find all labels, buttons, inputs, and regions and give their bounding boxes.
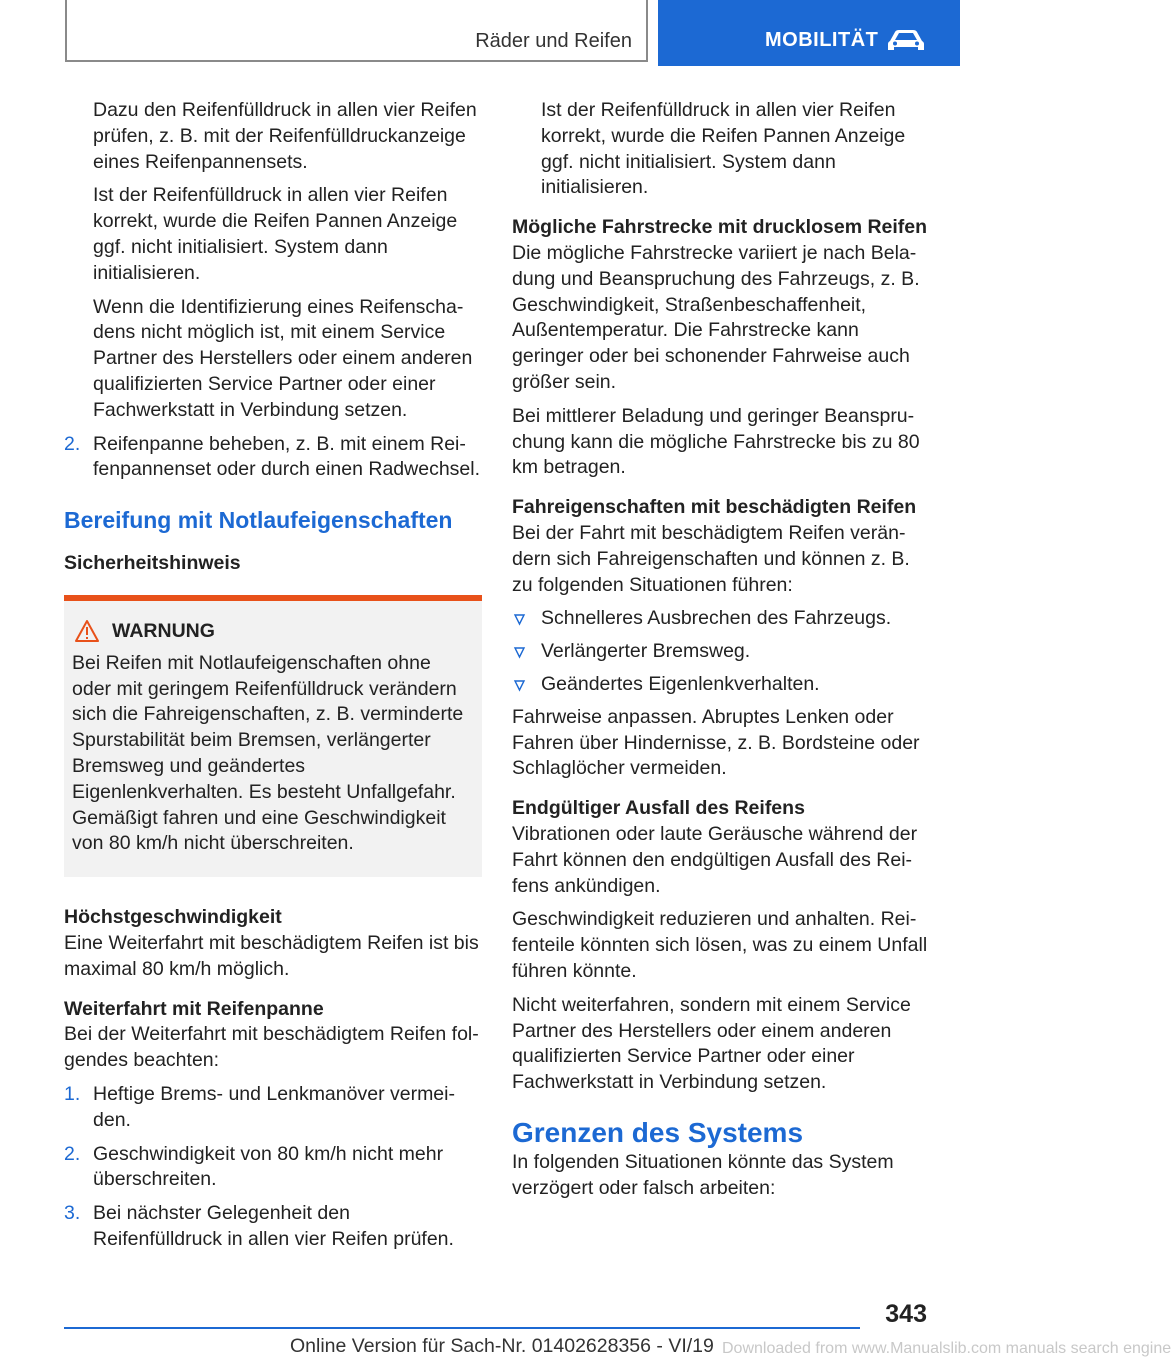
list-item: [64, 1082, 482, 1134]
bullet-item: [512, 672, 928, 698]
bullet-text: Schnelleres Ausbrechen des Fahrzeugs.: [541, 607, 892, 630]
paragraph: Geschwindigkeit reduzieren und anhalten. Reifenteile könnten sich lösen, was zu einem Unfall führen könnte.: [512, 908, 928, 982]
right-column: [512, 98, 928, 1209]
warning-triangle-icon: [74, 619, 100, 643]
left-column: [64, 98, 482, 1261]
section-title: Räder und Reifen: [475, 30, 632, 52]
list-item: [64, 1201, 482, 1253]
list-number: 2.: [64, 432, 81, 455]
bullet-item: [512, 639, 928, 665]
page-number: 343: [885, 1300, 927, 1328]
subheading: Endgültiger Ausfall des Reifens: [512, 797, 805, 820]
triangle-bullet-icon: [514, 647, 525, 658]
paragraph: Ist der Reifenfülldruck in allen vier Reifen korrekt, wurde die Reifen Pannen Anzeige ggf. nicht initialisiert. System dann initialisieren.: [541, 99, 906, 199]
list-item: [64, 432, 482, 484]
subheading: Sicherheitshinweis: [64, 552, 241, 575]
list-number: 1.: [64, 1082, 81, 1105]
chapter-tab: [658, 0, 960, 66]
section-tab: [65, 0, 648, 62]
list-item-text: Reifenpanne beheben, z. B. mit einem Reifenpannenset oder durch einen Radwechsel.: [93, 432, 481, 481]
list-item-text: Heftige Brems- und Lenkmanöver vermeiden.: [93, 1082, 455, 1131]
watermark: Downloaded from www.Manualslib.com manuals search engine: [722, 1340, 1171, 1357]
paragraph: Die mögliche Fahrstrecke variiert je nach Beladung und Beanspruchung des Fahrzeugs, z. B. Geschwindigkeit, Straßenbeschaffenheit, Außentemperatur. Die Fahrstrecke kann geringer oder bei schonender Fahrweise auch größer sein.: [512, 241, 920, 393]
paragraph: Nicht weiterfahren, sondern mit einem Service Partner des Herstellers oder einem anderen qualifizierten Service Partner oder einer Fachwerkstatt in Verbindung setzen.: [512, 993, 911, 1094]
paragraph: Ist der Reifenfülldruck in allen vier Reifen korrekt, wurde die Reifen Pannen Anzeige ggf. nicht initialisiert. System dann initialisieren.: [93, 184, 458, 284]
footer-divider: [64, 1327, 860, 1329]
warning-title: WARNUNG: [112, 619, 215, 642]
car-icon: [886, 28, 926, 54]
section-heading: Bereifung mit Notlaufeigenschaften: [64, 507, 453, 534]
list-number: 3.: [64, 1202, 81, 1225]
paragraph: In folgenden Situationen könnte das System verzögert oder falsch arbeiten:: [512, 1150, 894, 1199]
triangle-bullet-icon: [514, 680, 525, 691]
online-version-note: Online Version für Sach-Nr. 01402628356 - VI/19: [290, 1335, 714, 1357]
list-item: [64, 1142, 482, 1194]
subheading: Fahreigenschaften mit beschädigten Reifen: [512, 496, 917, 519]
triangle-bullet-icon: [514, 614, 525, 625]
paragraph: Bei mittlerer Beladung und geringer Beanspruchung kann die mögliche Fahrstrecke bis zu 80 km betragen.: [512, 404, 920, 479]
paragraph: Eine Weiterfahrt mit beschädigtem Reifen ist bis maximal 80 km/h möglich.: [64, 931, 479, 980]
chapter-title: MOBILITÄT: [765, 29, 879, 51]
subheading: Weiterfahrt mit Reifenpanne: [64, 997, 324, 1020]
paragraph: Dazu den Reifenfülldruck in allen vier Reifen prüfen, z. B. mit der Reifenfülldruckanzeige eines Reifenpannensets.: [93, 99, 477, 173]
paragraph: Bei der Fahrt mit beschädigtem Reifen verändern sich Fahreigenschaften und können z. B. zu folgenden Situationen führen:: [512, 521, 910, 596]
page-header: [0, 0, 960, 66]
bullet-text: Verlängerter Bremsweg.: [541, 640, 751, 663]
list-item-text: Bei nächster Gelegenheit den Reifenfülldruck in allen vier Reifen prüfen.: [93, 1202, 454, 1250]
bullet-text: Geändertes Eigenlenkverhalten.: [541, 672, 820, 695]
subheading: Mögliche Fahrstrecke mit drucklosem Reifen: [512, 216, 928, 239]
subheading: Höchstgeschwindigkeit: [64, 906, 282, 929]
paragraph: Fahrweise anpassen. Abruptes Lenken oder Fahren über Hindernisse, z. B. Bordsteine oder Schlaglöcher vermeiden.: [512, 705, 920, 780]
paragraph: Wenn die Identifizierung eines Reifenschadens nicht möglich ist, mit einem Service Partner des Herstellers oder einem anderen qualifizierten Service Partner oder einer Fachwerkstatt in Verbindung setzen.: [93, 295, 473, 421]
bullet-item: [512, 606, 928, 632]
warning-box: [64, 595, 482, 877]
warning-title-row: [72, 619, 474, 645]
section-heading: Grenzen des Systems: [512, 1116, 804, 1148]
paragraph: Vibrationen oder laute Geräusche während der Fahrt können den endgültigen Ausfall des Reifens ankündigen.: [512, 822, 918, 897]
warning-body: Bei Reifen mit Notlaufeigenschaften ohne oder mit geringem Reifenfülldruck verändern sich die Fahreigenschaften, z. B. verminderte Spurstabilität beim Bremsen, verlängerter Bremsweg und geändertes Eigenlenkverhalten. Es besteht Unfallgefahr. Gemäßigt fahren und eine Geschwindigkeit von 80 km/h nicht überschreiten.: [72, 651, 464, 855]
list-item-text: Geschwindigkeit von 80 km/h nicht mehr überschreiten.: [93, 1142, 444, 1191]
list-number: 2.: [64, 1142, 81, 1165]
paragraph: Bei der Weiterfahrt mit beschädigtem Reifen folgendes beachten:: [64, 1023, 479, 1072]
